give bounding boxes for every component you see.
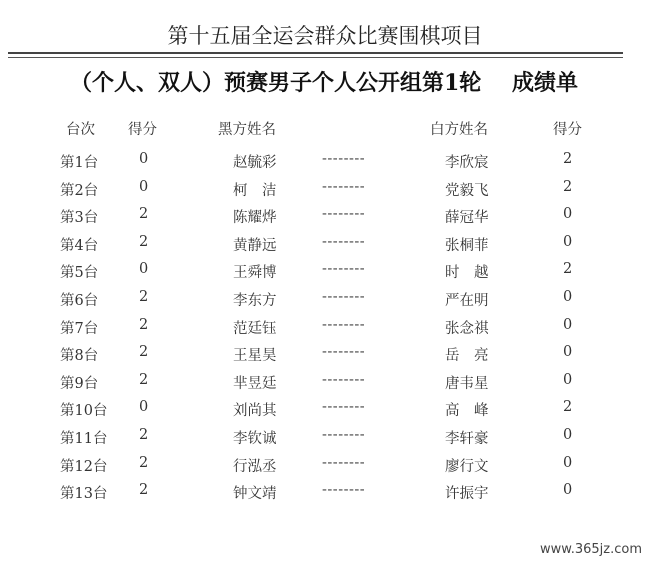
table-row — [0, 312, 650, 340]
table-number: 第6台 — [60, 292, 99, 309]
black-player: 黄静远 — [233, 237, 277, 254]
table-row — [0, 450, 650, 478]
black-score: 2 — [139, 206, 149, 223]
separator: -------- — [322, 261, 366, 278]
site-watermark: www.365jz.com — [540, 542, 642, 557]
separator: -------- — [322, 151, 366, 167]
white-score: 0 — [563, 316, 573, 333]
separator: -------- — [322, 399, 366, 416]
black-score: 2 — [139, 316, 149, 333]
table-number: 第11台 — [60, 430, 108, 447]
black-player: 赵毓彩 — [233, 155, 277, 171]
white-player: 唐韦星 — [445, 375, 489, 392]
black-score: 2 — [139, 288, 149, 305]
table-number: 第7台 — [60, 320, 99, 337]
header-white-player: 白方姓名 — [430, 122, 488, 138]
table-row — [0, 146, 650, 174]
table-number: 第4台 — [60, 237, 99, 254]
white-score: 2 — [563, 399, 573, 416]
black-player: 芈昱廷 — [233, 375, 277, 392]
page-title: 第十五届全运会群众比赛围棋项目 — [167, 24, 483, 48]
black-score: 2 — [139, 344, 149, 361]
table-row — [0, 256, 650, 284]
separator: -------- — [322, 371, 366, 388]
header-white-score: 得分 — [553, 122, 582, 138]
black-player: 行泓丞 — [233, 458, 277, 475]
table-row — [0, 477, 650, 505]
title-divider-thin — [8, 57, 623, 58]
white-player: 高 峰 — [445, 403, 489, 420]
table-row — [0, 174, 650, 202]
black-score: 0 — [139, 399, 149, 416]
table-number: 第3台 — [60, 210, 99, 227]
white-score: 0 — [563, 482, 573, 499]
white-player: 严在明 — [445, 292, 489, 309]
white-score: 0 — [563, 288, 573, 305]
black-score: 0 — [139, 261, 149, 278]
table-row — [0, 339, 650, 367]
white-score: 2 — [563, 261, 573, 278]
table-row — [0, 367, 650, 395]
white-player: 薛冠华 — [445, 210, 489, 227]
white-player: 许振宇 — [445, 486, 489, 503]
separator: -------- — [322, 344, 366, 361]
separator: -------- — [322, 206, 366, 223]
header-black-player: 黑方姓名 — [218, 122, 276, 138]
white-score: 0 — [563, 454, 573, 471]
header-black-score: 得分 — [128, 122, 157, 138]
separator: -------- — [322, 426, 366, 443]
black-score: 0 — [139, 178, 149, 195]
separator: -------- — [322, 178, 366, 195]
document-subtitle: （个人、双人）预赛男子个人公开组第1轮 成绩单 — [70, 70, 578, 96]
black-player: 李钦诚 — [233, 430, 277, 447]
black-player: 柯 洁 — [233, 182, 277, 199]
table-number: 第1台 — [60, 155, 99, 171]
table-row — [0, 422, 650, 450]
results-table — [0, 146, 650, 505]
black-player: 王舜博 — [233, 265, 277, 282]
separator: -------- — [322, 316, 366, 333]
black-score: 2 — [139, 426, 149, 443]
white-player: 李轩豪 — [445, 430, 489, 447]
table-number: 第2台 — [60, 182, 99, 199]
white-player: 岳 亮 — [445, 348, 489, 365]
black-score: 2 — [139, 454, 149, 471]
black-player: 陈耀烨 — [233, 210, 277, 227]
title-divider-thick — [8, 52, 623, 54]
white-score: 0 — [563, 233, 573, 250]
black-player: 李东方 — [233, 292, 277, 309]
black-player: 王星昊 — [233, 348, 277, 365]
table-number: 第13台 — [60, 486, 108, 503]
table-number: 第8台 — [60, 348, 99, 365]
table-number: 第5台 — [60, 265, 99, 282]
white-player: 李欣宸 — [445, 155, 489, 171]
black-player: 刘尚其 — [233, 403, 277, 420]
black-score: 2 — [139, 371, 149, 388]
header-table: 台次 — [66, 122, 95, 138]
black-score: 0 — [139, 151, 149, 167]
black-player: 范廷钰 — [233, 320, 277, 337]
white-player: 时 越 — [445, 265, 489, 282]
white-player: 廖行文 — [445, 458, 489, 475]
white-player: 党毅飞 — [445, 182, 489, 199]
separator: -------- — [322, 454, 366, 471]
separator: -------- — [322, 288, 366, 305]
white-score: 2 — [563, 178, 573, 195]
separator: -------- — [322, 233, 366, 250]
white-score: 0 — [563, 206, 573, 223]
table-row — [0, 394, 650, 422]
black-score: 2 — [139, 233, 149, 250]
table-number: 第12台 — [60, 458, 108, 475]
table-number: 第9台 — [60, 375, 99, 392]
white-score: 2 — [563, 151, 573, 167]
white-score: 0 — [563, 371, 573, 388]
table-number: 第10台 — [60, 403, 108, 420]
table-row — [0, 229, 650, 257]
separator: -------- — [322, 482, 366, 499]
table-row — [0, 201, 650, 229]
black-score: 2 — [139, 482, 149, 499]
white-score: 0 — [563, 344, 573, 361]
white-player: 张桐菲 — [445, 237, 489, 254]
black-player: 钟文靖 — [233, 486, 277, 503]
white-score: 0 — [563, 426, 573, 443]
white-player: 张念祺 — [445, 320, 489, 337]
table-row — [0, 284, 650, 312]
